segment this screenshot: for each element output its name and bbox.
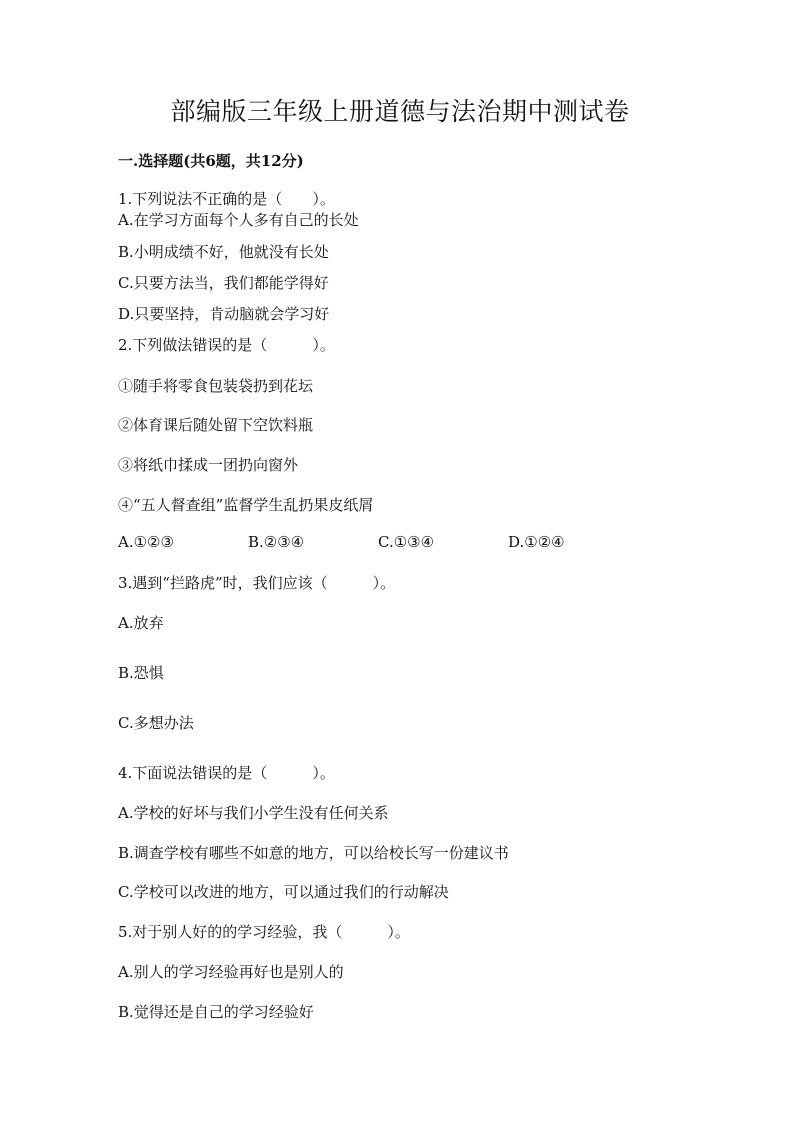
- question-1-option-d: D.只要坚持，肯动脑就会学习好: [118, 305, 330, 323]
- page-title: 部编版三年级上册道德与法治期中测试卷: [170, 97, 630, 126]
- question-4-option-a: A.学校的好坏与我们小学生没有任何关系: [118, 804, 389, 822]
- question-2-item-3: ③将纸巾揉成一团扔向窗外: [118, 456, 299, 474]
- question-2-stem: 2.下列做法错误的是（ ）。: [118, 336, 335, 354]
- question-1-stem: 1.下列说法不正确的是（ ）。: [118, 190, 335, 208]
- question-5-option-a: A.别人的学习经验再好也是别人的: [118, 963, 344, 981]
- question-2-options: [118, 533, 678, 555]
- question-1-option-b: B.小明成绩不好，他就没有长处: [118, 243, 329, 261]
- question-3-option-b: B.恐惧: [118, 664, 164, 682]
- question-3-option-c: C.多想办法: [118, 714, 194, 732]
- question-2-option-c: C.①③④: [378, 533, 435, 551]
- question-1-option-a: A.在学习方面每个人多有自己的长处: [118, 211, 359, 229]
- question-5-stem: 5.对于别人好的的学习经验，我（ ）。: [118, 923, 410, 941]
- question-2-item-2: ②体育课后随处留下空饮料瓶: [118, 416, 314, 434]
- question-4-option-b: B.调查学校有哪些不如意的地方，可以给校长写一份建议书: [118, 844, 509, 862]
- question-2-option-b: B.②③④: [248, 533, 305, 551]
- section-heading: 一.选择题(共6题，共12分): [118, 152, 304, 170]
- question-5-option-b: B.觉得还是自己的学习经验好: [118, 1003, 314, 1021]
- question-3-stem: 3.遇到“拦路虎”时，我们应该（ ）。: [118, 574, 396, 592]
- question-2-option-a: A.①②③: [118, 533, 174, 551]
- question-2-item-4: ④“五人督查组”监督学生乱扔果皮纸屑: [118, 496, 374, 514]
- question-2-option-d: D.①②④: [508, 533, 565, 551]
- question-2-item-1: ①随手将零食包装袋扔到花坛: [118, 377, 314, 395]
- question-3-option-a: A.放弃: [118, 614, 164, 632]
- question-1-option-c: C.只要方法当，我们都能学得好: [118, 274, 329, 292]
- question-4-option-c: C.学校可以改进的地方，可以通过我们的行动解决: [118, 883, 449, 901]
- question-4-stem: 4.下面说法错误的是（ ）。: [118, 764, 335, 782]
